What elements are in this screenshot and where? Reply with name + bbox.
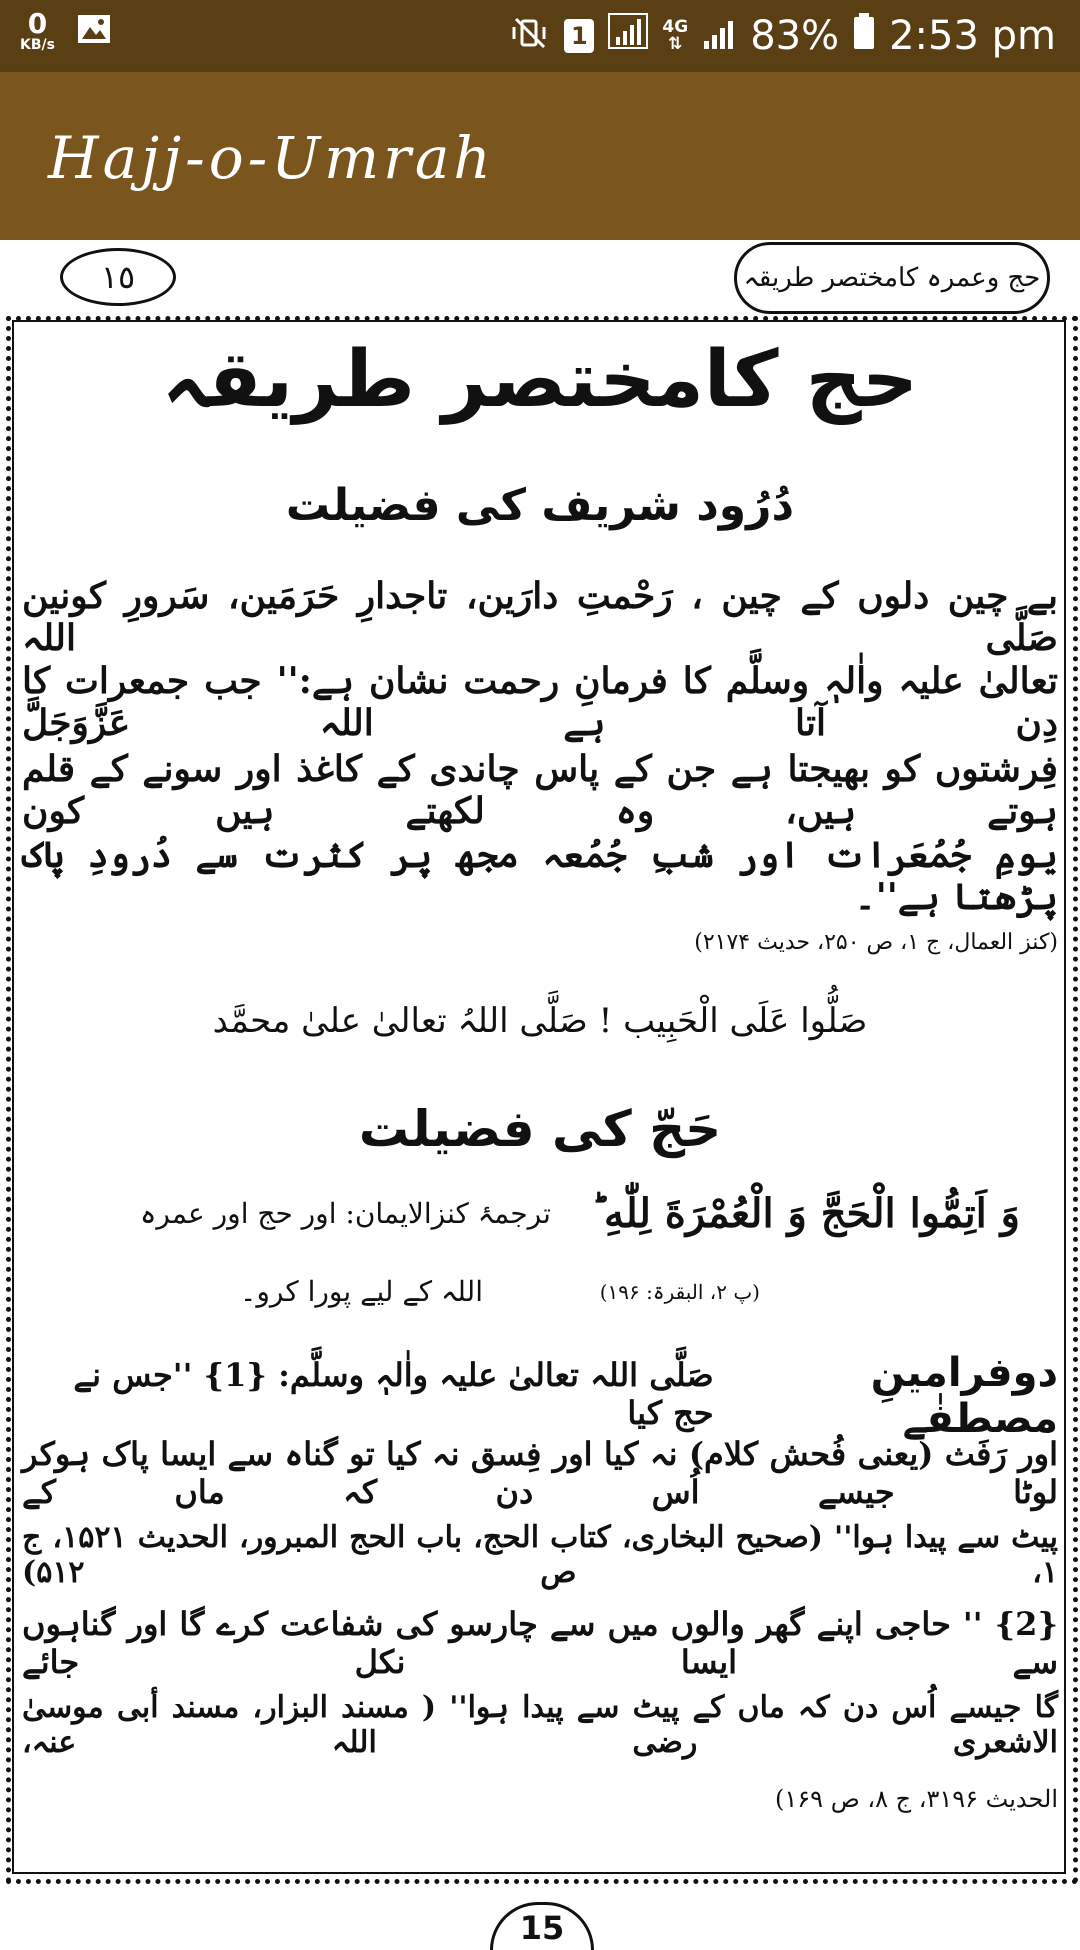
translation-part2: اللہ کے لیے پورا کرو۔	[240, 1275, 483, 1308]
paragraph-line: گا جیسے اُس دن کہ ماں کے پیٹ سے پیدا ہوا'' ( مسند البزار، مسند أبی موسیٰ الاشعری رضی اللہ عنہ،	[22, 1690, 1058, 1760]
page-number-bottom: 15	[490, 1902, 594, 1950]
speed-value: 0	[27, 7, 48, 40]
page-title: حج کامختصر طریقہ	[161, 335, 919, 425]
status-bar	[0, 0, 1080, 72]
image-notification-icon	[77, 14, 111, 48]
paragraph-line: اور رَفَث (یعنی فُحش کلام) نہ کیا اور فِسق نہ کیا تو گناہ سے ایسا پاک ہوکر لوٹا جیسے اُس دن کہ ماں کے	[22, 1435, 1058, 1511]
hadith-heading: دوفرامینِ مصطفٰے	[870, 1350, 1058, 1442]
paragraph-line: صَلَّی اللہ تعالیٰ علیہ واٰلہٖ وسلَّم: {1} ''جس نے حج کیا	[73, 1356, 714, 1432]
verse-row	[140, 1190, 1020, 1237]
paragraph-line: بے چین دلوں کے چین ، رَحْمتِ دارَین، تاجدارِ حَرَمَین، سَرورِ کونین صَلَّی اللہ	[22, 575, 1058, 659]
app-bar	[0, 72, 1080, 240]
paragraph-line: {2} '' حاجی اپنے گھر والوں میں سے چارسو کی شفاعت کرے گا اور گناہوں سے ایسا نکل جائے	[22, 1605, 1059, 1681]
quran-verse: وَ اَتِمُّوا الْحَجَّ وَ الْعُمْرَةَ لِلّٰهِ ؕ	[591, 1190, 1020, 1237]
battery-percent: 83%	[750, 13, 840, 59]
paragraph-line: پیٹ سے پیدا ہوا'' (صحیح البخاری، کتاب الحج، باب الحج المبرور، الحدیث ۱۵۲۱، ج ۱، ص ۵۱۲)	[22, 1520, 1058, 1590]
translation-part1: ترجمۂ کنزالایمان: اور حج اور عمرہ	[140, 1197, 551, 1230]
paragraph-line: تعالیٰ علیہ واٰلہٖ وسلَّم کا فرمانِ رحمت نشان ہے:'' جب جمعرات کا دِن آتا ہے اللہ عَزَّوَجَلَّ	[22, 660, 1058, 744]
network-speed	[20, 7, 55, 53]
speed-unit: KB/s	[20, 37, 55, 53]
vibrate-mute-icon	[510, 13, 550, 59]
reference-kanz: (کنز العمال، ج ۱، ص ۲۵۰، حدیث ۲۱۷۴)	[694, 930, 1058, 955]
paragraph-line: فِرشتوں کو بھیجتا ہے جن کے پاس چاندی کے کاغذ اور سونے کے قلم ہوتے ہیں، وہ لکھتے ہیں کون	[22, 748, 1058, 832]
network-type	[662, 19, 688, 53]
paragraph-line: یومِ جُمُعَرات اور شبِ جُمُعہ مجھ پر کثرت سے دُرودِ پاک پڑھتا ہے''۔	[22, 834, 1058, 918]
verse-ref-row	[240, 1275, 760, 1308]
section-heading-hajj: حَجّ کی فضیلت	[358, 1100, 722, 1158]
section-heading-durood: دُرُود شریف کی فضیلت	[285, 480, 795, 531]
book-page[interactable]	[0, 240, 1080, 1947]
verse-reference: (پ ۲، البقرۃ: ۱۹۶)	[599, 1279, 760, 1304]
signal-bars-icon	[702, 13, 736, 59]
page-number-top: ١٥	[60, 248, 176, 306]
hadith-heading-row	[22, 1350, 1058, 1442]
reference-hadith: الحدیث ۳۱۹۶، ج ۸، ص ۱۶۹)	[775, 1785, 1058, 1813]
battery-icon	[853, 12, 875, 60]
sim-slot-badge: 1	[564, 19, 594, 53]
data-arrows-icon: ⇅	[668, 34, 683, 54]
running-header: حج وعمرہ کامختصر طریقہ	[734, 242, 1050, 314]
network-type-label: 4G	[662, 17, 689, 37]
signal-icon	[608, 13, 648, 59]
salawat-line: صَلُّوا عَلَی الْحَبِیب ! صَلَّی اللہُ تعالیٰ علیٰ محمَّد	[212, 1001, 868, 1041]
clock: 2:53 pm	[889, 13, 1056, 59]
app-title: Hajj-o-Umrah	[48, 124, 495, 192]
